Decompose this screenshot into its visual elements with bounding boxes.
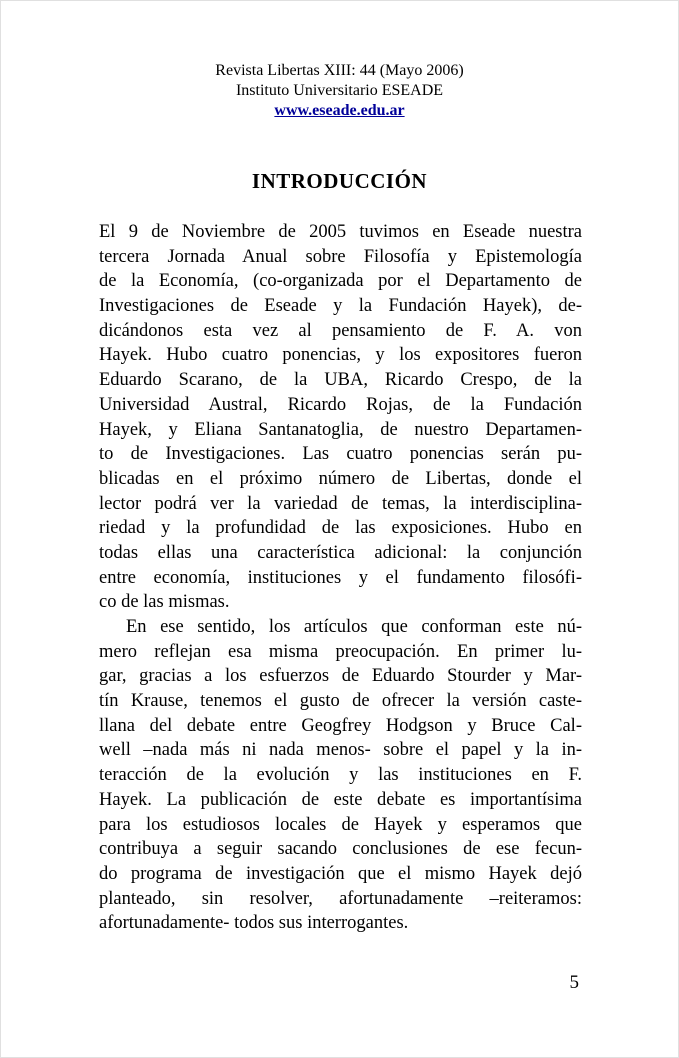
- text-line: blicadas en el próximo número de Libertas, donde el: [99, 468, 582, 489]
- text-line: gar, gracias a los esfuerzos de Eduardo Stourder y Mar-: [99, 666, 582, 687]
- text-line: todas ellas una característica adicional: la conjunción: [99, 542, 582, 563]
- page-header: [1, 1, 678, 121]
- text-line: planteado, sin resolver, afortunadamente –reiteramos:: [99, 888, 582, 909]
- website-link[interactable]: www.eseade.edu.ar: [274, 102, 405, 119]
- text-line: co de las mismas.: [99, 592, 230, 613]
- text-line: Hayek. La publicación de este debate es importantísima: [99, 789, 582, 810]
- paragraph: [99, 615, 582, 936]
- text-line: entre economía, instituciones y el fundamento filosófi-: [99, 567, 582, 588]
- text-line: well –nada más ni nada menos- sobre el papel y la in-: [99, 740, 582, 761]
- text-line: contribuya a seguir sacando conclusiones de ese fecun-: [99, 839, 582, 860]
- text-line: to de Investigaciones. Las cuatro ponencias serán pu-: [99, 444, 582, 465]
- text-line: Hayek. Hubo cuatro ponencias, y los expositores fueron: [99, 345, 582, 366]
- text-line: En ese sentido, los artículos que conforman este nú-: [126, 617, 582, 637]
- text-line: lector podrá ver la variedad de temas, la interdisciplina-: [99, 493, 582, 514]
- paragraph: [99, 220, 582, 615]
- text-line: para los estudiosos locales de Hayek y esperamos que: [99, 814, 582, 835]
- text-line: llana del debate entre Geogfrey Hodgson y Bruce Cal-: [99, 715, 582, 736]
- text-line: dicándonos esta vez al pensamiento de F. A. von: [99, 320, 582, 341]
- text-line: tercera Jornada Anual sobre Filosofía y Epistemología: [99, 246, 582, 267]
- page-number: 5: [569, 972, 579, 993]
- journal-title: Revista Libertas XIII: 44 (Mayo 2006): [215, 62, 464, 79]
- text-line: do programa de investigación que el mismo Hayek dejó: [99, 863, 582, 884]
- text-line: mero reflejan esa misma preocupación. En primer lu-: [99, 641, 582, 662]
- body-text: [99, 220, 582, 936]
- text-line: El 9 de Noviembre de 2005 tuvimos en Eseade nuestra: [99, 222, 582, 242]
- text-line: teracción de la evolución y las instituciones en F.: [99, 765, 582, 786]
- text-line: Investigaciones de Eseade y la Fundación Hayek), de-: [99, 296, 582, 317]
- text-line: Eduardo Scarano, de la UBA, Ricardo Crespo, de la: [99, 370, 582, 391]
- institute-name: Instituto Universitario ESEADE: [235, 82, 444, 99]
- text-line: afortunadamente- todos sus interrogantes.: [99, 913, 409, 934]
- text-line: riedad y la profundidad de las exposiciones. Hubo en: [99, 518, 582, 539]
- text-line: de la Economía, (co-organizada por el Departamento de: [99, 271, 582, 292]
- text-line: Hayek, y Eliana Santanatoglia, de nuestro Departamen-: [99, 419, 582, 440]
- text-line: Universidad Austral, Ricardo Rojas, de la Fundación: [99, 394, 582, 415]
- page-title: INTRODUCCIÓN: [251, 169, 428, 193]
- text-line: tín Krause, tenemos el gusto de ofrecer la versión caste-: [99, 691, 582, 712]
